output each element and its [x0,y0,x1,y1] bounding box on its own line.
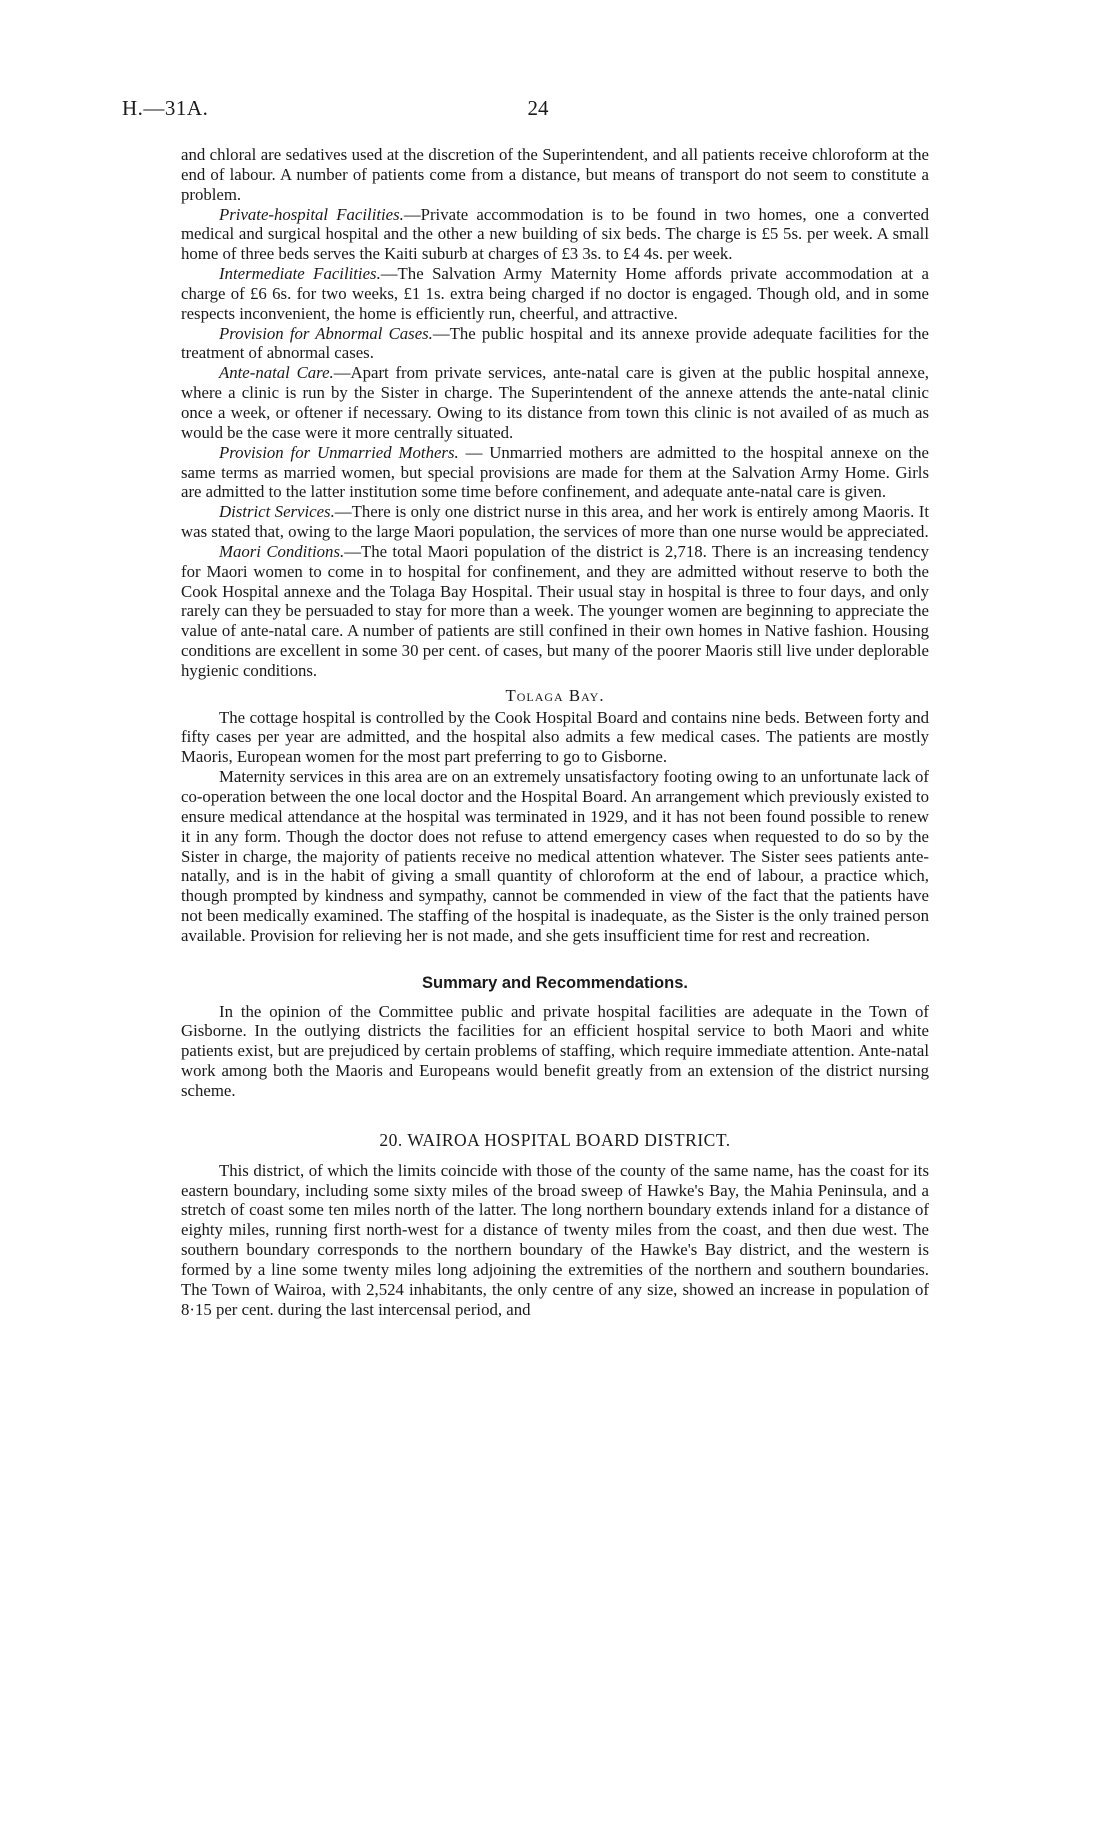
paragraph-lead-heading: Provision for Abnormal Cases. [219,323,433,343]
body-paragraph [181,363,929,442]
paragraph-text: —There is only one district nurse in this area, and her work is entirely among Maoris. It was stated that, owing to the large Maori population, the services of more than one nurse would be appreciated. [181,502,929,542]
paragraph-text: —The Salvation Army Maternity Home affords private accommodation at a charge of £6 6s. for two weeks, £1 1s. extra being charged if no doctor is engaged. Though old, and in some respects inconvenient, the home is efficiently run, cheerful, and attractive. [181,264,929,323]
body-paragraph [181,205,929,265]
paragraph-lead-heading: Ante-natal Care. [219,363,334,383]
wairoa-paragraph: This district, of which the limits coincide with those of the county of the same name, has the coast for its eastern boundary, including some sixty miles of the broad sweep of Hawke's Bay, the Mahia Peninsula, and a stretch of coast some ten miles north of the latter. The long northern boundary extends inland for a distance of eighty miles, running first north-west for a distance of twenty miles from the coast, and then due west. The southern boundary corresponds to the northern boundary of the Hawke's Bay district, and the western is formed by a line some twenty miles long adjoining the extremities of the northern and southern boundaries. The Town of Wairoa, with 2,524 inhabitants, the only centre of any size, showed an increase in population of 8·15 per cent. during the last intercensal period, and [181,1160,929,1319]
page-number: 24 [527,96,549,120]
paragraph-text: —The public hospital and its annexe provide adequate facilities for the treatment of abnormal cases. [181,323,929,363]
paragraph-lead-heading: Provision for Unmarried Mothers. [219,442,459,462]
paragraph-lead-heading: Private-hospital Facilities. [219,204,404,224]
tolaga-bay-heading: Tolaga Bay. [505,685,605,705]
paragraph-lead-heading: Intermediate Facilities. [219,264,381,284]
body-paragraph [181,145,929,205]
gisborne-paragraphs [181,145,929,681]
summary-paragraph: In the opinion of the Committee public and private hospital facilities are adequate in the Town of Gisborne. In the outlying districts the facilities for an efficient hospital service to both Maori and white patients exist, but are prejudiced by certain problems of staffing, which require immediate attention. Ante-natal work among both the Maoris and Europeans would benefit greatly from an extension of the district nursing scheme. [181,1001,929,1100]
paragraph-text: — Unmarried mothers are admitted to the hospital annexe on the same terms as married women, but special provisions are made for them at the Salvation Army Home. Girls are admitted to the latter institution some time before confinement, and adequate ante-natal care is given. [181,442,929,502]
body-paragraph [181,443,929,503]
page-body [181,145,929,1319]
paragraph-text: —The total Maori population of the district is 2,718. There is an increasing tendency for Maori women to come in to hospital for confinement, and they are admitted without reserve to both the Cook Hospital annexe and the Tolaga Bay Hospital. Their usual stay in hospital is three to four days, and only rarely can they be persuaded to stay for more than a week. The younger women are beginning to appreciate the value of ante-natal care. A number of patients are still confined in their own homes in Native fashion. Housing conditions are excellent in some 30 per cent. of cases, but many of the poorer Maoris still live under deplorable hygienic conditions. [181,541,929,680]
body-paragraph [181,264,929,324]
body-paragraph [181,542,929,681]
tolaga-paragraph: The cottage hospital is controlled by the Cook Hospital Board and contains nine beds. Between forty and fifty cases per year are admitted, and the hospital also admits a few medical cases. The patients are mostly Maoris, European women for the most part preferring to go to Gisborne. [181,707,929,767]
tolaga-paragraph: Maternity services in this area are on an extremely unsatisfactory footing owing to an unfortunate lack of co-operation between the one local doctor and the Hospital Board. An arrangement which previously existed to ensure medical attendance at the hospital was terminated in 1929, and it has not been found possible to renew it in any form. Though the doctor does not refuse to attend emergency cases when requested to do so by the Sister in charge, the majority of patients receive no medical attention whatever. The Sister sees patients ante-natally, and is in the habit of giving a small quantity of chloroform at the end of labour, a practice which, though prompted by kindness and sympathy, cannot be commended in view of the fact that the patients have not been medically examined. The staffing of the hospital is inadequate, as the Sister is the only trained person available. Provision for relieving her is not made, and she gets insufficient time for rest and recreation. [181,767,929,945]
body-paragraph [181,324,929,364]
document-reference: H.—31A. [122,96,209,120]
page-header [122,96,954,126]
paragraph-text: —Apart from private services, ante-natal care is given at the public hospital annexe, where a clinic is run by the Sister in charge. The Superintendent of the annexe attends the ante-natal clinic once a week, or oftener if necessary. Owing to its distance from town this clinic is not availed of as much as would be the case were it more centrally situated. [181,363,929,442]
wairoa-heading: 20. WAIROA HOSPITAL BOARD DISTRICT. [379,1129,731,1150]
paragraph-lead-heading: Maori Conditions. [219,541,345,561]
body-paragraph [181,502,929,542]
paragraph-text: and chloral are sedatives used at the discretion of the Superintendent, and all patients receive chloroform at the end of labour. A number of patients come from a distance, but means of transport do not seem to constitute a problem. [181,145,929,204]
paragraph-text: —Private accommodation is to be found in two homes, one a converted medical and surgical hospital and the other a new building of six beds. The charge is £5 5s. per week. A small home of three beds serves the Kaiti suburb at charges of £3 3s. to £4 4s. per week. [181,204,929,264]
paragraph-lead-heading: District Services. [219,502,335,522]
summary-heading: Summary and Recommendations. [422,973,688,992]
